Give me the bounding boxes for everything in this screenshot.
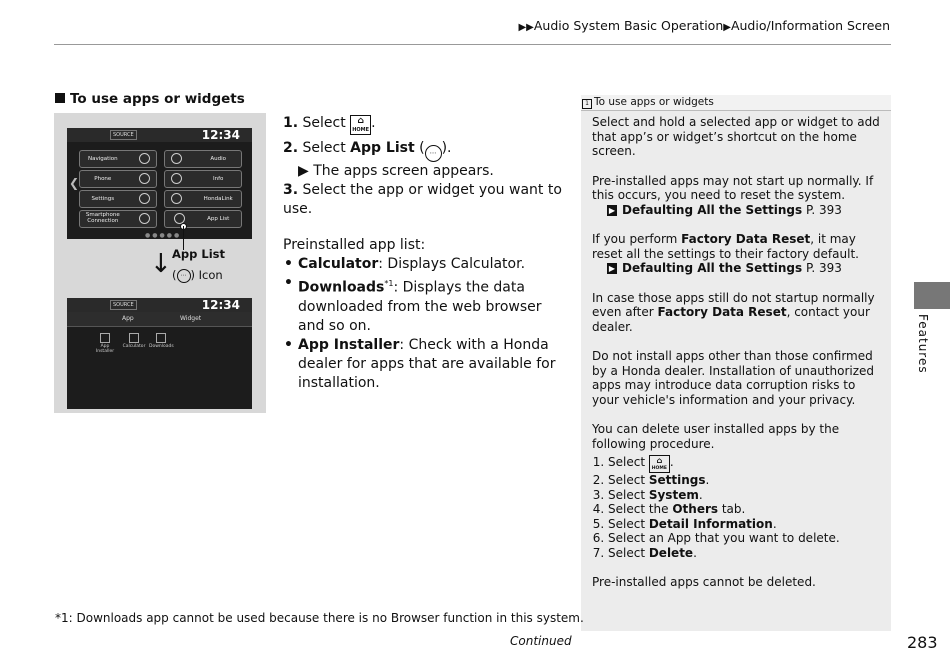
app-name: Calculator xyxy=(298,256,379,272)
side-note-bold: Factory Data Reset xyxy=(657,305,787,319)
clock: 12:34 xyxy=(201,298,240,312)
app-item-label: Downloads xyxy=(149,344,174,349)
step-1: 1. Select ⌂ HOME . xyxy=(283,115,376,133)
home-button-icon xyxy=(649,455,670,473)
section-tab-label: Features xyxy=(916,314,930,374)
callout-label: App List xyxy=(172,247,225,261)
list-item xyxy=(608,473,882,488)
menu-button-label: HondaLink xyxy=(203,196,233,202)
list-item-text: . xyxy=(772,516,777,531)
header-rule xyxy=(54,44,891,45)
step-text: Select the app or widget you want to use. xyxy=(283,182,562,217)
section-tab xyxy=(914,282,950,309)
footnote: *1: Downloads app cannot be used because there is no Browser function in this system. xyxy=(55,611,584,625)
home-label: HOME xyxy=(352,127,370,133)
delete-procedure-list xyxy=(592,455,882,560)
list-item-text: Select an App that you want to delete. xyxy=(608,531,840,545)
list-item xyxy=(608,531,882,546)
gear-icon xyxy=(139,193,150,204)
list-item-text: Select xyxy=(608,473,649,487)
side-note-paragraph: Pre-installed apps cannot be deleted. xyxy=(592,575,816,589)
app-bullet xyxy=(283,255,565,274)
house-icon: ⌂ xyxy=(656,456,663,465)
app-item xyxy=(122,333,146,349)
menu-button-label: Phone xyxy=(94,176,112,182)
list-item-text: . xyxy=(705,473,710,487)
house-icon: ⌂ xyxy=(357,116,364,126)
side-note-title: To use apps or widgets xyxy=(594,96,714,108)
list-item xyxy=(608,546,882,561)
navigation-icon xyxy=(139,153,150,164)
breadcrumb-item: Audio/Information Screen xyxy=(730,18,890,33)
menu-button-label: App List xyxy=(207,216,230,222)
menu-button xyxy=(164,190,242,208)
list-item-bold: Settings xyxy=(648,473,706,487)
list-item-text: Select xyxy=(608,487,649,502)
ref-title: Defaulting All the Settings xyxy=(622,202,803,217)
list-item: 1. Select ⌂ HOME . xyxy=(608,455,882,473)
step-bold: App List xyxy=(350,140,415,156)
step-2: 2. Select App List ( ⋯ ). xyxy=(283,139,565,162)
step-number: 3. xyxy=(283,182,299,198)
menu-button xyxy=(164,150,242,168)
step-number: 2. xyxy=(283,140,299,156)
app-list-icon: ⋯ xyxy=(177,269,191,283)
hondalink-icon xyxy=(171,193,182,204)
app-name: App Installer xyxy=(298,336,400,353)
list-item-bold: System xyxy=(648,487,699,502)
arrow-icon: ▶ xyxy=(723,22,731,33)
section-title-text: To use apps or widgets xyxy=(70,91,245,107)
info-icon xyxy=(171,173,182,184)
continued-label: Continued xyxy=(510,634,572,648)
list-item-bold: Delete xyxy=(648,545,694,560)
list-item-text: Select xyxy=(608,545,649,560)
list-item xyxy=(608,488,882,503)
note-icon: 1 xyxy=(582,99,592,109)
step-text: Select xyxy=(302,115,346,131)
side-note-paragraph xyxy=(592,232,882,276)
step-number: 1. xyxy=(283,115,299,131)
steps xyxy=(283,114,565,393)
list-item-text: tab. xyxy=(718,502,746,516)
icon-label: ( ⋯ ) Icon xyxy=(172,268,223,282)
app-name: Downloads xyxy=(298,279,385,296)
side-note-body xyxy=(592,115,882,605)
side-note-paragraph: You can delete user installed apps by the following procedure. xyxy=(592,422,840,451)
square-bullet-icon xyxy=(55,93,65,103)
app-desc: : Displays the data downloaded from the web browser and so on. xyxy=(298,279,542,334)
section-title xyxy=(55,91,245,107)
app-item-label: App Installer xyxy=(95,344,115,354)
figure xyxy=(54,113,266,413)
menu-button-label: Smartphone Connection xyxy=(85,212,120,224)
list-item-text: Select xyxy=(608,516,649,531)
side-note-box xyxy=(581,95,891,631)
side-note-text: Pre-installed apps may not start up normally. If this occurs, you need to reset the system. xyxy=(592,173,874,202)
side-note-text: , it may reset all the settings to their factory default. xyxy=(592,232,859,261)
side-note-bold: Factory Data Reset xyxy=(681,232,811,246)
page-number: 283 xyxy=(907,633,938,652)
source-button: SOURCE xyxy=(110,300,137,310)
side-note-text: In case those apps still do not startup normally even after xyxy=(592,290,875,319)
app-screen-image xyxy=(67,298,252,409)
screen-top-bar xyxy=(67,128,252,142)
app-item xyxy=(149,333,173,349)
side-note-text: , contact your dealer. xyxy=(592,305,870,334)
list-item-bold: Others xyxy=(672,502,719,516)
side-note-paragraph: Select and hold a selected app or widget to add that app’s or widget’s shortcut on the home screen. xyxy=(592,115,880,158)
ref-page: P. 393 xyxy=(802,261,842,275)
app-item-label: Calculator xyxy=(122,344,146,349)
phone-icon xyxy=(139,173,150,184)
down-arrow-icon: ↓ xyxy=(150,249,172,279)
step-result-text: The apps screen appears. xyxy=(313,163,494,179)
list-item xyxy=(608,502,882,517)
app-bullet xyxy=(283,274,565,336)
tab-widget: Widget xyxy=(180,315,202,322)
app-desc: : Check with a Honda dealer for apps that are available for installation. xyxy=(298,336,556,391)
home-label: HOME xyxy=(651,466,667,471)
side-note-paragraph xyxy=(592,174,882,218)
cross-reference[interactable] xyxy=(592,203,882,218)
source-button: SOURCE xyxy=(110,130,137,140)
calculator-icon xyxy=(129,333,139,343)
list-item-text: . xyxy=(693,545,697,560)
list-item-text: Select xyxy=(608,455,646,469)
icon-label-text: Icon xyxy=(198,268,223,282)
step-2-result xyxy=(283,162,565,181)
app-item xyxy=(93,333,117,354)
step-3 xyxy=(283,181,565,219)
cross-reference[interactable] xyxy=(592,261,882,276)
list-item-bold: Detail Information xyxy=(648,516,773,531)
app-list-icon: ⋯ xyxy=(425,145,442,162)
ref-page: P. 393 xyxy=(802,202,842,217)
menu-button-label: Navigation xyxy=(87,156,118,162)
screen-top-bar xyxy=(67,298,252,312)
breadcrumb xyxy=(518,18,890,33)
list-item-text: . xyxy=(698,487,703,502)
menu-button-label: Settings xyxy=(91,196,115,202)
tab-bar xyxy=(67,312,252,327)
home-button-icon xyxy=(350,115,371,135)
side-note-text: If you perform xyxy=(592,232,682,246)
menu-button xyxy=(79,170,157,188)
preinstalled-title: Preinstalled app list: xyxy=(283,237,426,253)
list-item xyxy=(608,517,882,532)
side-note-header xyxy=(581,95,891,111)
music-icon xyxy=(171,153,182,164)
side-note-paragraph xyxy=(592,291,882,335)
menu-button xyxy=(79,150,157,168)
clock: 12:34 xyxy=(201,128,240,142)
menu-button-label: Audio xyxy=(210,156,226,162)
app-desc: : Displays Calculator. xyxy=(378,256,526,272)
app-installer-icon xyxy=(100,333,110,343)
double-arrow-icon: ▶▶ xyxy=(518,22,534,33)
menu-button xyxy=(164,210,242,228)
menu-button xyxy=(79,190,157,208)
menu-button xyxy=(79,210,157,228)
footnote-marker: *1 xyxy=(384,279,394,288)
menu-button-label: Info xyxy=(212,176,224,182)
list-item-text: Select the xyxy=(608,502,673,516)
app-bullet xyxy=(283,336,565,393)
download-icon xyxy=(156,333,166,343)
arrow-icon: ▶ xyxy=(298,163,309,179)
smartphone-icon xyxy=(139,213,150,224)
tab-app: App xyxy=(122,315,134,322)
chevron-left-icon: ❮ xyxy=(69,176,80,190)
home-screen-image xyxy=(67,128,252,239)
page-dots: ●●●●● xyxy=(145,232,182,239)
ref-title: Defaulting All the Settings xyxy=(622,261,803,275)
breadcrumb-item: Audio System Basic Operation xyxy=(533,18,724,33)
side-note-paragraph: Do not install apps other than those confirmed by a Honda dealer. Installation of unauthorized apps may introduce data corruption risks to your vehicle's information and your privacy. xyxy=(592,349,875,407)
menu-button xyxy=(164,170,242,188)
step-text: Select xyxy=(302,140,346,156)
